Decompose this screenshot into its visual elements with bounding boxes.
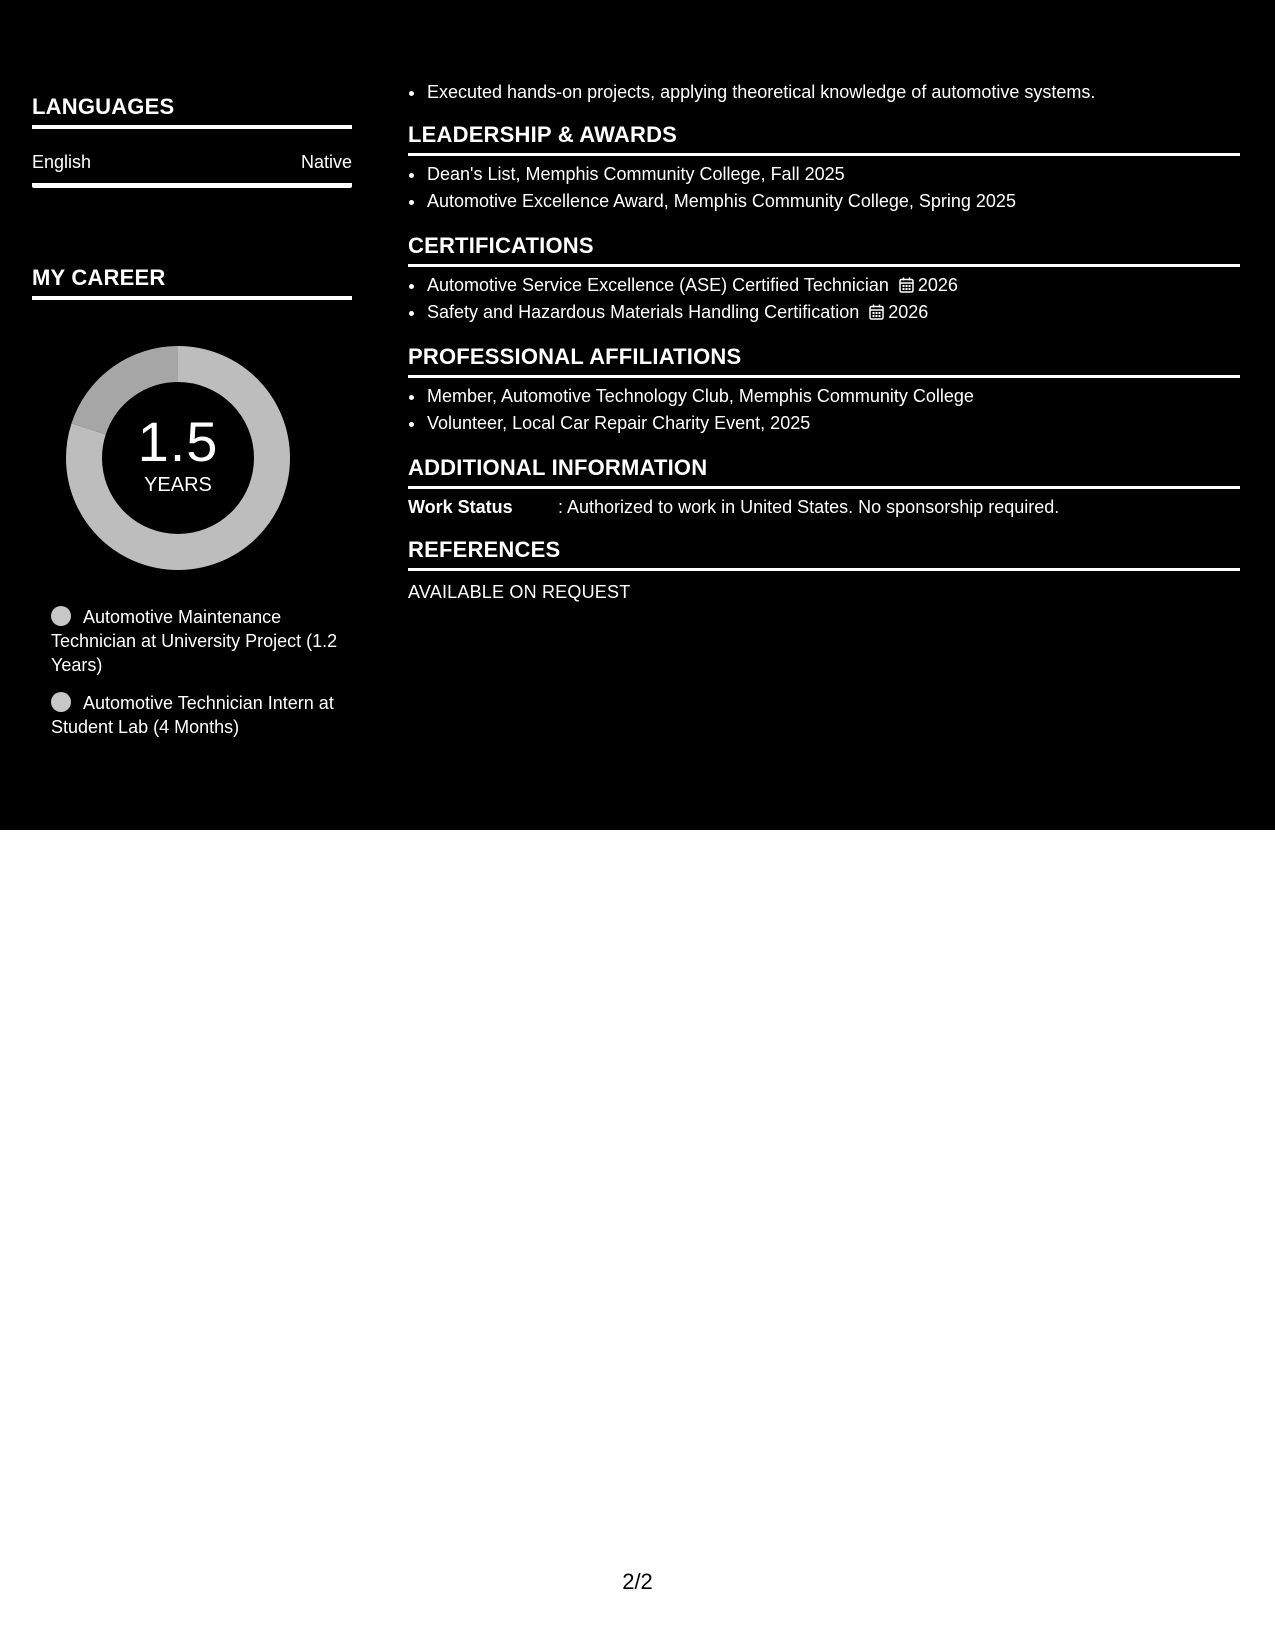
leadership-title: LEADERSHIP & AWARDS xyxy=(408,122,1240,156)
career-legend-label: Automotive Technician Intern at Student Lab (4 Months) xyxy=(51,693,334,737)
additional-info-section xyxy=(408,455,1240,519)
language-level: Native xyxy=(300,152,352,172)
career-donut-chart xyxy=(66,346,290,570)
languages-section xyxy=(32,94,352,188)
certifications-section xyxy=(408,233,1240,326)
certification-name: Automotive Service Excellence (ASE) Certified Technician xyxy=(427,275,889,295)
languages-title: LANGUAGES xyxy=(32,94,352,129)
career-legend-item xyxy=(51,605,341,677)
page-number: 2/2 xyxy=(622,1569,653,1594)
additional-info-title: ADDITIONAL INFORMATION xyxy=(408,455,1240,489)
donut-center xyxy=(66,346,290,570)
leadership-list xyxy=(408,161,1240,215)
list-item: • Executed hands-on projects, applying theoretical knowledge of automotive systems. xyxy=(426,79,1258,106)
references-text: AVAILABLE ON REQUEST xyxy=(408,582,631,602)
calendar-icon xyxy=(899,277,914,293)
career-legend-label: Automotive Maintenance Technician at University Project (1.2 Years) xyxy=(51,607,338,675)
affiliations-section xyxy=(408,344,1240,437)
language-name: English xyxy=(32,152,92,172)
references-section xyxy=(408,537,1240,604)
career-section xyxy=(32,265,352,300)
career-legend-item xyxy=(51,691,341,739)
donut-total-unit: YEARS xyxy=(144,474,212,496)
donut-total-value: 1.5 xyxy=(137,410,219,473)
affiliations-list xyxy=(408,383,1240,437)
list-item xyxy=(426,272,1240,299)
leadership-section xyxy=(408,122,1240,215)
affiliations-title: PROFESSIONAL AFFILIATIONS xyxy=(408,344,1240,378)
certification-year: 2026 xyxy=(917,275,958,295)
language-row xyxy=(32,129,352,188)
list-item: • Volunteer, Local Car Repair Charity Event, 2025 xyxy=(426,410,1240,437)
career-title: MY CAREER xyxy=(32,265,352,300)
work-status-label: Work Status xyxy=(408,497,513,517)
references-title: REFERENCES xyxy=(408,537,1240,571)
list-item: • Dean's List, Memphis Community College, Fall 2025 xyxy=(426,161,1240,188)
list-item: • Member, Automotive Technology Club, Memphis Community College xyxy=(426,383,1240,410)
calendar-icon xyxy=(869,304,884,320)
certification-name: Safety and Hazardous Materials Handling Certification xyxy=(427,302,860,322)
certification-year: 2026 xyxy=(888,302,929,322)
work-status-row xyxy=(408,495,1240,519)
certifications-title: CERTIFICATIONS xyxy=(408,233,1240,267)
list-item: • Automotive Excellence Award, Memphis Community College, Spring 2025 xyxy=(426,188,1240,215)
legend-dot-icon xyxy=(51,692,71,712)
certifications-list xyxy=(408,272,1240,326)
experience-bullets xyxy=(408,79,1258,106)
legend-dot-icon xyxy=(51,606,71,626)
list-item xyxy=(426,299,1240,326)
work-status-value: : Authorized to work in United States. No sponsorship required. xyxy=(558,497,1060,517)
